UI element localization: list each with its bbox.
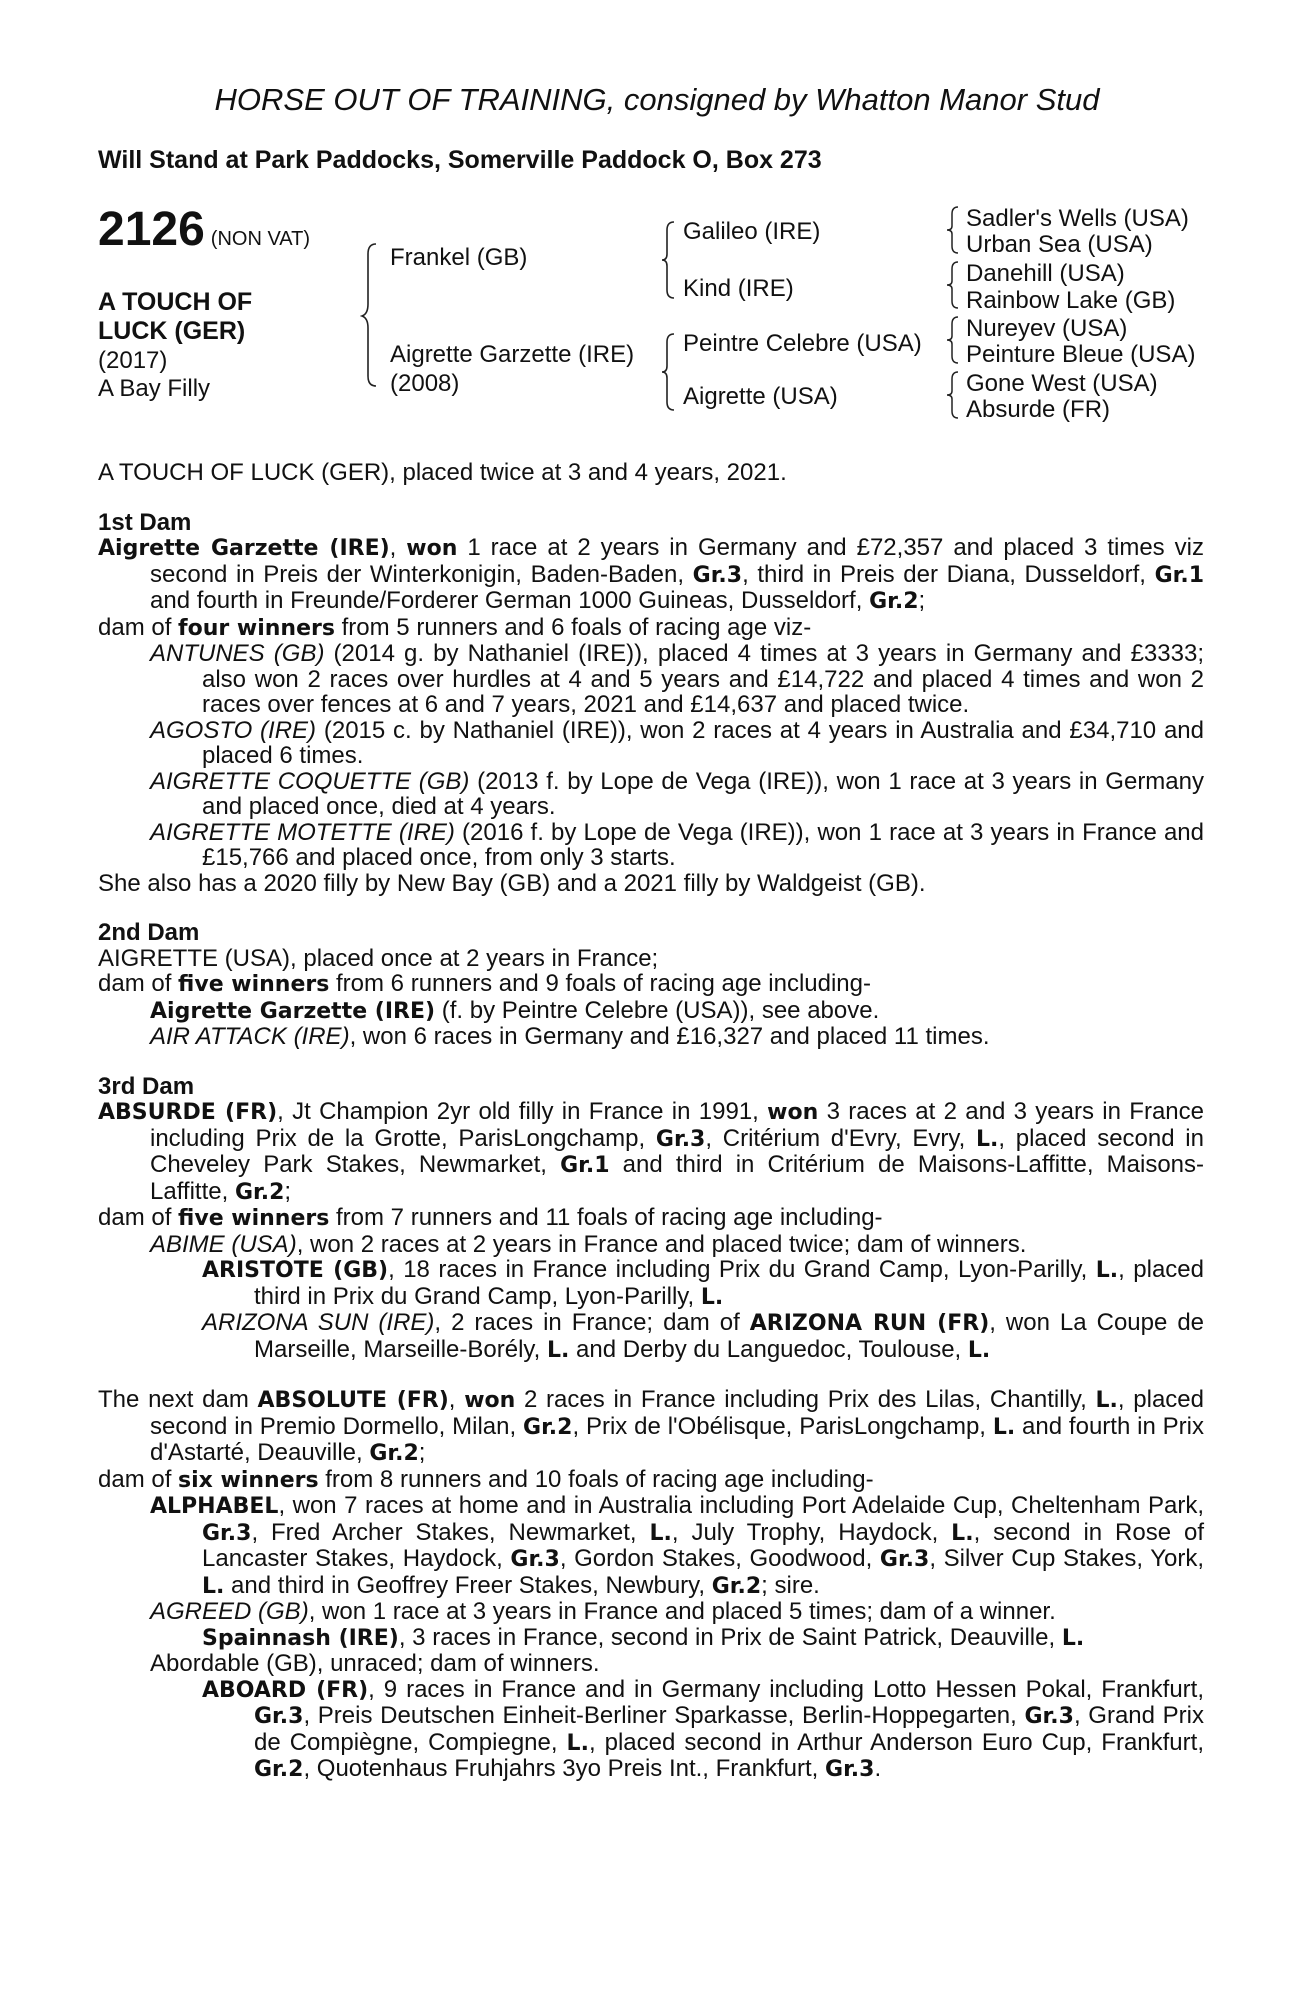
pedigree-brace-g12 — [945, 204, 961, 256]
first-dam-young-stock: She also has a 2020 filly by New Bay (GB) and a 2021 filly by Waldgeist (GB). — [98, 869, 926, 897]
pedigree-brace-main — [360, 240, 380, 390]
racing-summary: A TOUCH OF LUCK (GER), placed twice at 3 and 4 years, 2021. — [98, 459, 787, 486]
produce-abordable: Abordable (GB), unraced; dam of winners. — [150, 1650, 600, 1677]
produce-aigrette-garzette: Aigrette Garzette (IRE) (f. by Peintre Celebre (USA)), see above. — [150, 996, 880, 1024]
second-dam-produce-summary: dam of five winners from 6 runners and 9 foals of racing age including- — [98, 970, 871, 997]
pedigree-brace-sire — [660, 218, 678, 302]
section-heading-2nd-dam: 2nd Dam — [98, 919, 200, 946]
third-dam-produce-summary: dam of five winners from 7 runners and 11 foals of racing age including- — [98, 1204, 883, 1231]
pedigree-dam: Aigrette Garzette (IRE) — [390, 341, 635, 368]
section-heading-1st-dam: 1st Dam — [98, 508, 192, 536]
page-header: HORSE OUT OF TRAINING, consigned by Whatton Manor Stud — [214, 82, 1100, 117]
section-heading-3rd-dam: 3rd Dam — [98, 1072, 195, 1100]
next-dam-produce-summary: dam of six winners from 8 runners and 10 foals of racing age including- — [98, 1465, 874, 1493]
produce-aristote: ARISTOTE (GB), 18 races in France including Prix du Grand Camp, Lyon-Parilly, L., placed third in Prix du Grand Camp, Lyon-Parilly, L. — [202, 1256, 1204, 1310]
pedigree-g3: Danehill (USA) — [966, 260, 1125, 287]
lot-number-value: 2126 — [98, 203, 205, 256]
pedigree-brace-g56 — [945, 314, 961, 366]
pedigree-sire: Frankel (GB) — [390, 244, 528, 271]
produce-abime: ABIME (USA), won 2 races at 2 years in France and placed twice; dam of winners. — [150, 1230, 1027, 1258]
stand-location: Will Stand at Park Paddocks, Somerville Paddock O, Box 273 — [98, 146, 822, 174]
produce-arizona-sun: ARIZONA SUN (IRE), 2 races in France; dam of ARIZONA RUN (FR), won La Coupe de Marseille, Marseille-Borély, L. and Derby du Languedoc, Toulouse, L. — [202, 1309, 1205, 1363]
pedigree-sire-sire: Galileo (IRE) — [683, 218, 821, 245]
pedigree-dam-sire: Peintre Celebre (USA) — [683, 330, 922, 357]
third-dam-record: ABSURDE (FR), Jt Champion 2yr old filly in France in 1991, won 3 races at 2 and 3 years in France including Prix de la Grotte, ParisLongchamp, Gr.3, Critérium d'Evry, Evry, L., placed second in Cheveley Park Stakes, Newmarket, Gr.1 and third in Critérium de Maisons-Laffitte, Maisons-Laffitte, Gr.2; — [98, 1098, 1205, 1205]
produce-aigrette-motette: AIGRETTE MOTETTE (IRE) (2016 f. by Lope de Vega (IRE)), won 1 race at 3 years in France and £15,766 and placed once, from only 3 starts. — [150, 818, 1205, 871]
lot-number — [98, 202, 310, 257]
horse-year: (2017) — [98, 347, 168, 374]
produce-air-attack: AIR ATTACK (IRE), won 6 races in Germany and £16,327 and placed 11 times. — [150, 1023, 990, 1050]
catalogue-body — [98, 460, 1204, 1783]
pedigree-g2: Urban Sea (USA) — [966, 231, 1153, 258]
pedigree-brace-dam — [660, 330, 678, 414]
produce-agosto: AGOSTO (IRE) (2015 c. by Nathaniel (IRE)), won 2 races at 4 years in Australia and £34,710 and placed 6 times. — [150, 716, 1205, 769]
pedigree-dam-year: (2008) — [390, 370, 460, 397]
second-dam-record: AIGRETTE (USA), placed once at 2 years in France; — [98, 944, 659, 972]
produce-aigrette-coquette: AIGRETTE COQUETTE (GB) (2013 f. by Lope de Vega (IRE)), won 1 race at 3 years in Germany and placed once, died at 4 years. — [150, 767, 1204, 820]
first-dam-produce-summary: dam of four winners from 5 runners and 6 foals of racing age viz- — [98, 613, 812, 641]
vat-status: (NON VAT) — [210, 228, 311, 250]
horse-meta — [98, 347, 210, 403]
produce-aboard: ABOARD (FR), 9 races in France and in Germany including Lotto Hessen Pokal, Frankfurt, Gr.3, Preis Deutschen Einheit-Berliner Sparkasse, Berlin-Hoppegarten, Gr.3, Grand Prix de Compiègne, Compiegne, L., placed second in Arthur Anderson Euro Cup, Frankfurt, Gr.2, Quotenhaus Fruhjahrs 3yo Preis Int., Frankfurt, Gr.3. — [202, 1675, 1204, 1782]
pedigree-g6: Peinture Bleue (USA) — [966, 341, 1196, 368]
pedigree-dam-dam: Aigrette (USA) — [683, 383, 838, 410]
pedigree-g5: Nureyev (USA) — [966, 315, 1128, 342]
produce-spainnash: Spainnash (IRE), 3 races in France, second in Prix de Saint Patrick, Deauville, L. — [202, 1623, 1085, 1651]
pedigree-brace-g34 — [945, 259, 961, 311]
pedigree-g1: Sadler's Wells (USA) — [966, 205, 1189, 232]
pedigree-g8: Absurde (FR) — [966, 396, 1111, 423]
first-dam-record: Aigrette Garzette (IRE), won 1 race at 2 years in Germany and £72,357 and placed 3 times viz second in Preis der Winterkonigin, Baden-Baden, Gr.3, third in Preis der Diana, Dusseldorf, Gr.1 and fourth in Freunde/Forderer German 1000 Guineas, Dusseldorf, Gr.2; — [98, 534, 1204, 614]
pedigree-brace-g78 — [945, 369, 961, 421]
pedigree-g4: Rainbow Lake (GB) — [966, 287, 1176, 314]
pedigree-g7: Gone West (USA) — [966, 370, 1158, 397]
horse-name-line1: A TOUCH OF — [98, 288, 253, 316]
horse-name — [98, 288, 252, 346]
pedigree-sire-dam: Kind (IRE) — [683, 275, 794, 302]
produce-antunes: ANTUNES (GB) (2014 g. by Nathaniel (IRE)), placed 4 times at 3 years in Germany and £3333; also won 2 races over hurdles at 4 and 5 years and £14,722 and placed 4 times and won 2 races over fences at 6 and 7 years, 2021 and £14,637 and placed twice. — [150, 640, 1204, 718]
produce-alphabel: ALPHABEL, won 7 races at home and in Australia including Port Adelaide Cup, Cheltenham Park, Gr.3, Fred Archer Stakes, Newmarket, L., July Trophy, Haydock, L., second in Rose of Lancaster Stakes, Haydock, Gr.3, Gordon Stakes, Goodwood, Gr.3, Silver Cup Stakes, York, L. and third in Geoffrey Freer Stakes, Newbury, Gr.2; sire. — [150, 1492, 1205, 1599]
produce-agreed: AGREED (GB), won 1 race at 3 years in France and placed 5 times; dam of a winner. — [150, 1598, 1056, 1625]
horse-description: A Bay Filly — [98, 375, 211, 402]
horse-name-line2: LUCK (GER) — [98, 317, 246, 345]
next-dam-record: The next dam ABSOLUTE (FR), won 2 races in France including Prix des Lilas, Chantilly, L., placed second in Premio Dormello, Milan, Gr.2, Prix de l'Obélisque, ParisLongchamp, L. and fourth in Prix d'Astarté, Deauville, Gr.2; — [98, 1386, 1205, 1466]
